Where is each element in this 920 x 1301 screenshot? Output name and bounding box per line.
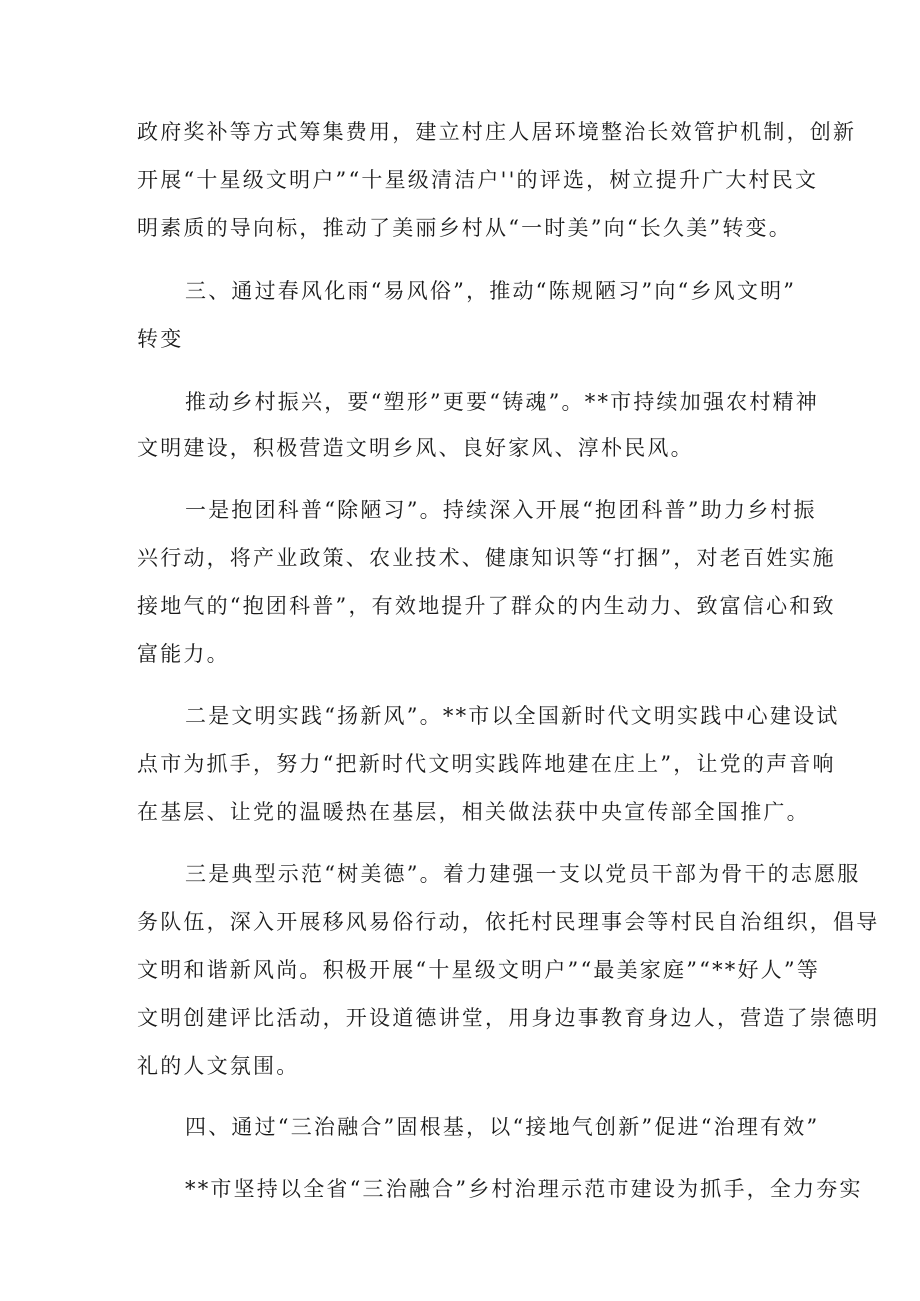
paragraph-first-line: **市坚持以全省“三治融合”乡村治理示范市建设为抓手，全力夯实 (185, 1177, 863, 1201)
body-line: 点市为抓手，努力“把新时代文明实践阵地建在庄上”，让党的声音响 (137, 752, 836, 776)
body-line: 明素质的导向标，推动了美丽乡村从“一时美”向“长久美”转变。 (137, 216, 792, 240)
body-line: 兴行动，将产业政策、农业技术、健康知识等“打捆”，对老百姓实施 (137, 546, 836, 570)
body-line: 政府奖补等方式筹集费用，建立村庄人居环境整治长效管护机制，创新 (137, 120, 857, 144)
section-heading-three-cont: 转变 (137, 327, 184, 351)
section-heading-four: 四、通过“三治融合”固根基，以“接地气创新”促进“治理有效” (185, 1115, 820, 1139)
body-line: 开展“十星级文明户”“十星级清洁户''的评选，树立提升广大村民文 (137, 168, 819, 192)
body-line: 文明创建评比活动，开设道德讲堂，用身边事教育身边人，营造了崇德明 (137, 1006, 880, 1030)
body-line: 务队伍，深入开展移风易俗行动，依托村民理事会等村民自治组织，倡导 (137, 910, 880, 934)
paragraph-first-line: 一是抱团科普“除陋习”。持续深入开展“抱团科普”助力乡村振 (185, 498, 817, 522)
body-line: 在基层、让党的温暖热在基层，相关做法获中央宣传部全国推广。 (137, 800, 810, 824)
body-line: 文明建设，积极营造文明乡风、良好家风、淳朴民风。 (137, 436, 694, 460)
paragraph-first-line: 三是典型示范“树美德”。着力建强一支以党员干部为骨干的志愿服 (185, 862, 861, 886)
body-line: 接地气的“抱团科普”，有效地提升了群众的内生动力、致富信心和致 (137, 594, 836, 618)
section-heading-three: 三、通过春风化雨“易风俗”，推动“陈规陋习”向“乡风文明” (185, 279, 797, 303)
paragraph-first-line: 二是文明实践“扬新风”。**市以全国新时代文明实践中心建设试 (185, 704, 840, 728)
paragraph-first-line: 推动乡村振兴，要“塑形”更要“铸魂”。**市持续加强农村精神 (185, 390, 819, 414)
body-line: 文明和谐新风尚。积极开展“十星级文明户”“最美家庭”“**好人”等 (137, 958, 821, 982)
body-line: 礼的人文氛围。 (137, 1054, 300, 1078)
body-line: 富能力。 (137, 642, 230, 666)
